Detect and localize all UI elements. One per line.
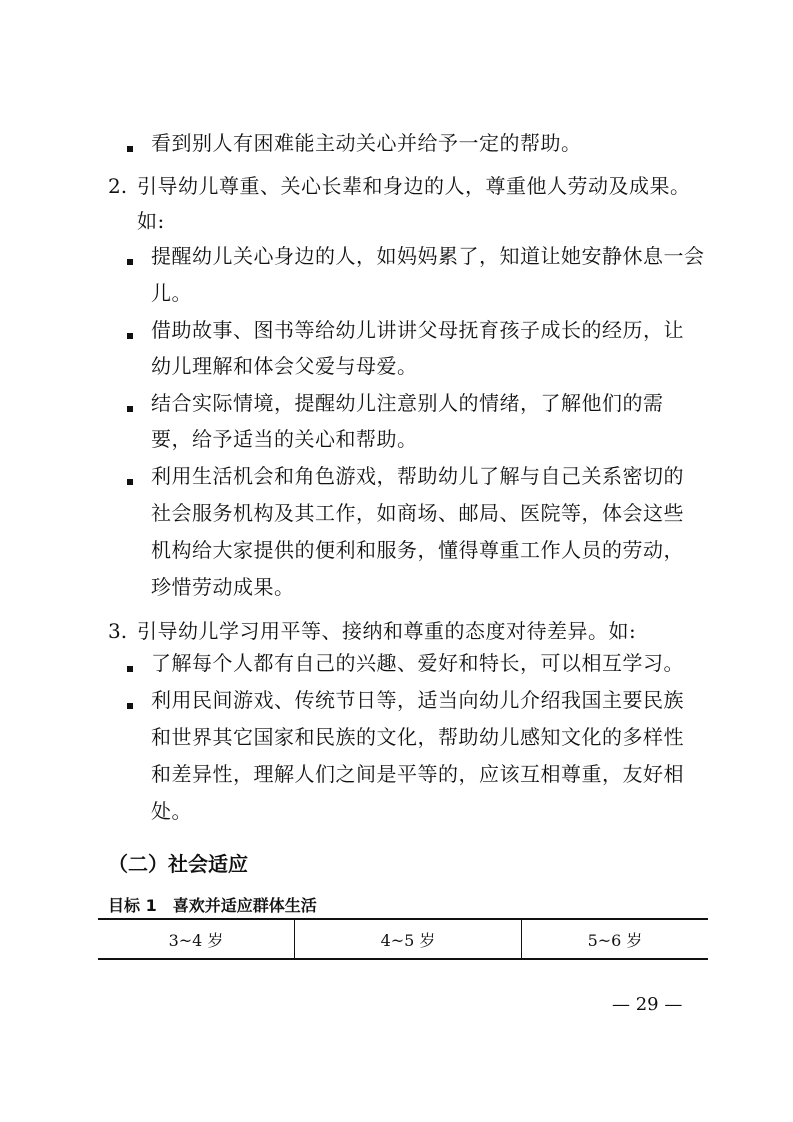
text-line: 和差异性，理解人们之间是平等的，应该互相尊重，友好相 [151, 762, 684, 786]
bullet-marker [127, 333, 133, 339]
text-line: 借助故事、图书等给幼儿讲讲父母抚育孩子成长的经历，让 [151, 318, 684, 342]
bullet-marker [127, 259, 133, 265]
age-group-table [98, 918, 708, 960]
page-number: — 29 — [612, 994, 683, 1015]
text-line: 如: [137, 209, 165, 233]
table-header-cell: 3~4 岁 [98, 919, 295, 959]
text-line: 要，给予适当的关心和帮助。 [151, 427, 418, 451]
section-heading: （二）社会适应 [108, 852, 248, 876]
goal-text: 喜欢并适应群体生活 [172, 896, 317, 915]
bullet-marker [127, 406, 133, 412]
bullet-marker [127, 146, 133, 152]
text-line: 利用民间游戏、传统节日等，适当向幼儿介绍我国主要民族 [151, 688, 684, 712]
goal-heading [108, 896, 317, 916]
list-number: 2. [108, 174, 128, 198]
bullet-marker [127, 479, 133, 485]
text-line: 引导幼儿尊重、关心长辈和身边的人，尊重他人劳动及成果。 [137, 174, 691, 198]
table-header-cell: 4~5 岁 [295, 919, 522, 959]
text-line: 机构给大家提供的便利和服务，懂得尊重工作人员的劳动， [151, 538, 684, 562]
text-line: 引导幼儿学习用平等、接纳和尊重的态度对待差异。如: [137, 619, 637, 643]
bullet-marker [127, 703, 133, 709]
text-line: 儿。 [151, 281, 192, 305]
text-line: 了解每个人都有自己的兴趣、爱好和特长，可以相互学习。 [151, 651, 684, 675]
list-number: 3. [108, 619, 128, 643]
goal-label: 目标 1 [108, 896, 157, 915]
text-line: 珍惜劳动成果。 [151, 575, 295, 599]
text-line: 看到别人有困难能主动关心并给予一定的帮助。 [151, 131, 582, 155]
table-header-row [98, 919, 708, 959]
text-line: 和世界其它国家和民族的文化，帮助幼儿感知文化的多样性 [151, 725, 684, 749]
table-header-cell: 5~6 岁 [522, 919, 709, 959]
text-line: 幼儿理解和体会父爱与母爱。 [151, 354, 418, 378]
text-line: 结合实际情境，提醒幼儿注意别人的情绪，了解他们的需 [151, 391, 664, 415]
text-line: 提醒幼儿关心身边的人，如妈妈累了，知道让她安静休息一会 [151, 244, 705, 268]
bullet-marker [127, 666, 133, 672]
text-line: 利用生活机会和角色游戏，帮助幼儿了解与自己关系密切的 [151, 464, 684, 488]
text-line: 处。 [151, 799, 192, 823]
text-line: 社会服务机构及其工作，如商场、邮局、医院等，体会这些 [151, 501, 684, 525]
